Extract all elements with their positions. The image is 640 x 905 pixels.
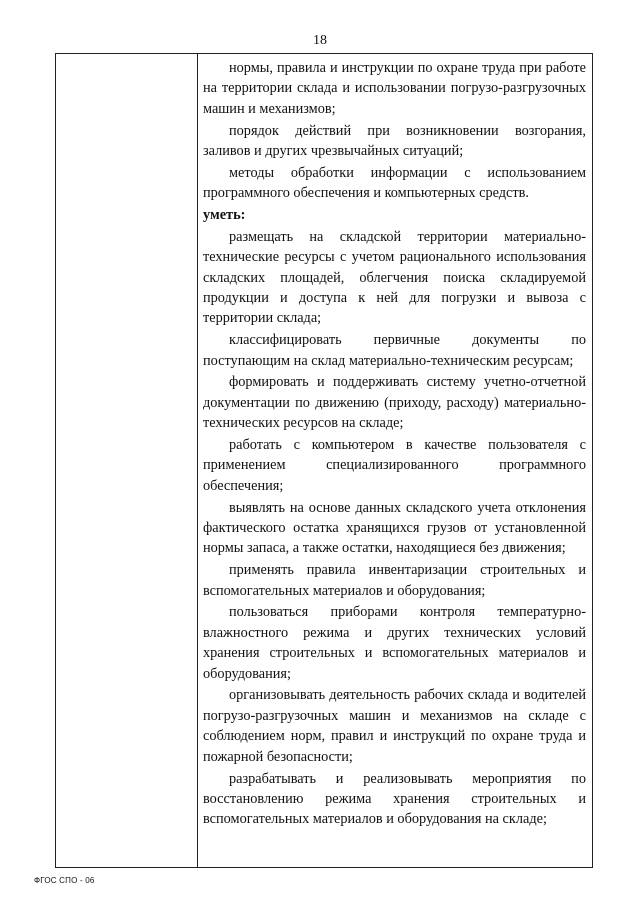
skills-heading: уметь: — [203, 207, 246, 224]
footer-standard-code: ФГОС СПО - 06 — [34, 876, 95, 885]
knowledge-item: нормы, правила и инструкции по охране труда при работе на территории склада и использовании погрузо-разгрузочных машин и механизмов; — [203, 60, 586, 117]
requirements-cell — [203, 58, 586, 867]
skill-item: размещать на складской территории материально-технические ресурсы с учетом рационального использования складских площадей, облегчения поиска складируемой продукции и доступа к ней для погрузки и вывоза с территории склада; — [203, 228, 586, 327]
column-divider — [197, 54, 198, 867]
content-table — [55, 53, 593, 868]
skill-item: выявлять на основе данных складского учета отклонения фактического остатка хранящихся грузов от установленной нормы запаса, а также остатки, находящиеся без движения; — [203, 499, 586, 557]
skill-item: работать с компьютером в качестве пользователя с применением специализированного программного обеспечения; — [203, 437, 586, 494]
skill-item: формировать и поддерживать систему учетно-отчетной документации по движению (приходу, расходу) материально-технических ресурсов на складе; — [203, 374, 586, 432]
skill-item: применять правила инвентаризации строительных и вспомогательных материалов и оборудования; — [203, 562, 586, 599]
skill-item: классифицировать первичные документы по поступающим на склад материально-техническим ресурсам; — [203, 332, 586, 369]
knowledge-item: порядок действий при возникновении возгорания, заливов и других чрезвычайных ситуаций; — [203, 122, 586, 160]
skill-item: разрабатывать и реализовывать мероприятия по восстановлению режима хранения строительных и вспомогательных материалов и оборудования на складе; — [203, 770, 586, 828]
skill-item: пользоваться приборами контроля температурно-влажностного режима и других технических условий хранения строительных и вспомогательных материалов и оборудования; — [203, 604, 586, 682]
skill-item: организовывать деятельность рабочих склада и водителей погрузо-разгрузочных машин и механизмов на складе с соблюдением норм, правил и инструкций по охране труда и пожарной безопасности; — [203, 687, 586, 765]
page-number: 18 — [313, 33, 327, 48]
knowledge-item: методы обработки информации с использованием программного обеспечения и компьютерных средств. — [203, 164, 586, 202]
